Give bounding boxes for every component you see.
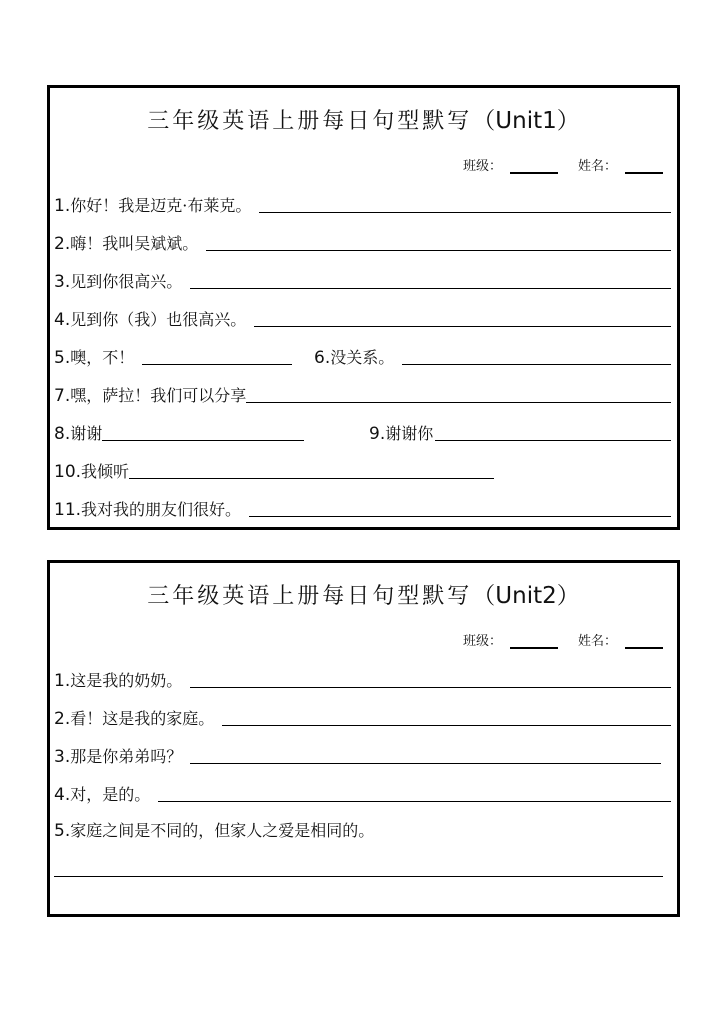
question-row (54, 492, 671, 520)
question-number: 5. (54, 348, 71, 368)
title-text: 三年级英语上册每日句型默写 (147, 584, 473, 609)
worksheet-title (50, 102, 677, 135)
question-text: 这是我的奶奶。 (70, 671, 183, 690)
question-number: 4. (54, 785, 71, 805)
question-text: 谢谢 (70, 424, 103, 443)
question-number: 2. (54, 709, 71, 729)
name-label: 姓名： (577, 634, 617, 649)
answer-line[interactable] (190, 686, 671, 688)
question-text: 你好！我是迈克·布莱克。 (70, 196, 252, 215)
answer-line[interactable] (102, 439, 304, 441)
title-text: 三年级英语上册每日句型默写 (147, 109, 473, 134)
class-label: 班级： (462, 159, 502, 174)
question-row (54, 188, 671, 216)
question-6 (314, 345, 671, 368)
question-text: 家庭之间是不同的，但家人之爱是相同的。 (70, 821, 375, 840)
question-row (54, 378, 671, 406)
question-number: 10. (54, 462, 82, 482)
answer-line[interactable] (246, 401, 671, 403)
unit-label: （Unit2） (472, 583, 580, 609)
worksheet-title (50, 577, 677, 610)
answer-line[interactable] (254, 325, 671, 327)
worksheet-unit2 (47, 560, 680, 917)
unit-label: （Unit1） (472, 108, 580, 134)
question-number: 1. (54, 671, 71, 691)
question-row (54, 777, 671, 805)
question-text: 我对我的朋友们很好。 (81, 500, 242, 519)
question-text: 对，是的。 (70, 785, 151, 804)
question-row (54, 226, 671, 254)
answer-line[interactable] (142, 363, 292, 365)
question-5 (54, 345, 314, 368)
answer-line[interactable] (158, 800, 671, 802)
question-row-pair (54, 416, 671, 444)
answer-line[interactable] (54, 876, 663, 877)
name-blank[interactable] (625, 633, 663, 649)
question-text: 嘿，萨拉！我们可以分享 (70, 386, 247, 405)
question-text: 谢谢你 (385, 424, 434, 443)
question-text: 没关系。 (330, 348, 395, 367)
question-number: 7. (54, 386, 71, 406)
question-row (54, 264, 671, 292)
question-row (54, 454, 494, 482)
question-row (54, 701, 671, 729)
question-8 (54, 421, 304, 444)
answer-line[interactable] (259, 211, 671, 213)
question-row (54, 813, 671, 841)
question-text: 噢，不！ (70, 348, 135, 367)
question-number: 2. (54, 234, 71, 254)
question-row-pair (54, 340, 671, 368)
question-number: 1. (54, 196, 71, 216)
question-number: 8. (54, 424, 71, 444)
question-number: 3. (54, 272, 71, 292)
question-row (54, 302, 671, 330)
answer-line[interactable] (222, 724, 671, 726)
question-number: 9. (369, 424, 386, 444)
student-info (443, 630, 663, 649)
question-text: 见到你很高兴。 (70, 272, 183, 291)
question-number: 5. (54, 821, 71, 841)
question-9 (369, 421, 671, 444)
question-text: 那是你弟弟吗？ (70, 747, 183, 766)
student-info (443, 155, 663, 174)
answer-line[interactable] (206, 249, 671, 251)
name-label: 姓名： (577, 159, 617, 174)
worksheet-unit1 (47, 85, 680, 530)
answer-line[interactable] (190, 287, 671, 289)
class-label: 班级： (462, 634, 502, 649)
answer-line[interactable] (190, 762, 661, 764)
answer-line[interactable] (249, 515, 671, 517)
answer-line[interactable] (402, 363, 671, 365)
name-blank[interactable] (625, 158, 663, 174)
class-blank[interactable] (510, 158, 558, 174)
question-row (54, 739, 661, 767)
question-number: 4. (54, 310, 71, 330)
answer-line[interactable] (129, 477, 494, 479)
question-text: 嗨！我叫吴斌斌。 (70, 234, 199, 253)
question-number: 6. (314, 348, 331, 368)
class-blank[interactable] (510, 633, 558, 649)
question-text: 我倾听 (81, 462, 130, 481)
answer-line[interactable] (435, 439, 671, 441)
question-row (54, 663, 671, 691)
question-number: 11. (54, 500, 82, 520)
question-text: 见到你（我）也很高兴。 (70, 310, 247, 329)
question-text: 看！这是我的家庭。 (70, 709, 215, 728)
question-number: 3. (54, 747, 71, 767)
